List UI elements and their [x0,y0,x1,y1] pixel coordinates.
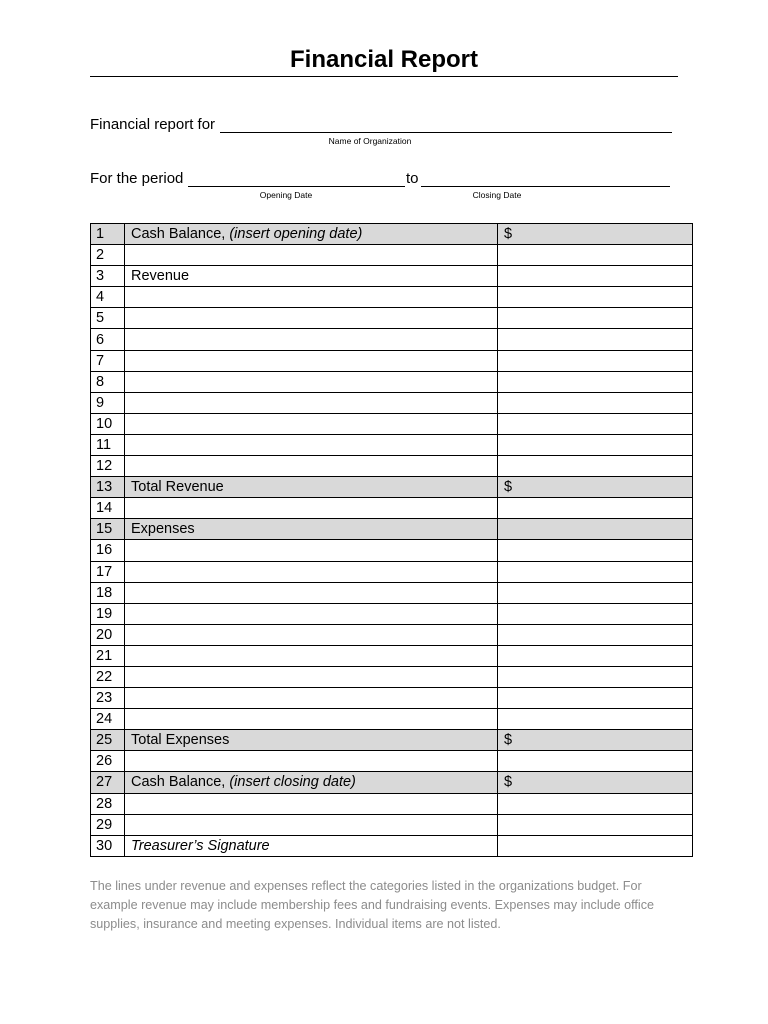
row-description: Cash Balance, [131,226,226,243]
row-number: 2 [91,245,125,266]
table-row [91,666,693,687]
row-description-cell[interactable] [125,814,498,835]
row-description-cell[interactable] [125,772,498,793]
row-description-italic: (insert opening date) [225,226,363,243]
row-amount-cell[interactable] [498,434,693,455]
row-amount-cell[interactable] [498,751,693,772]
row-amount-cell[interactable] [498,540,693,561]
row-amount-cell[interactable] [498,498,693,519]
row-description-cell[interactable] [125,371,498,392]
opening-date-caption: Opening Date [259,190,313,200]
table-row [91,308,693,329]
row-amount-cell[interactable] [498,603,693,624]
row-description-cell[interactable] [125,392,498,413]
row-amount-cell[interactable] [498,582,693,603]
table-row [91,329,693,350]
table-row [91,287,693,308]
table-row [91,224,693,245]
row-number: 13 [91,477,125,498]
table-row [91,392,693,413]
title-rule [90,76,678,77]
row-amount-cell[interactable] [498,624,693,645]
row-description: Cash Balance, [131,774,226,791]
row-amount-cell[interactable] [498,329,693,350]
row-number: 5 [91,308,125,329]
row-number: 6 [91,329,125,350]
row-description-cell[interactable] [125,350,498,371]
row-description-cell[interactable] [125,688,498,709]
row-number: 23 [91,688,125,709]
row-amount-cell[interactable] [498,793,693,814]
row-amount-cell[interactable] [498,835,693,856]
row-amount-cell[interactable] [498,392,693,413]
table-row [91,456,693,477]
row-amount-cell[interactable] [498,561,693,582]
table-row [91,709,693,730]
row-number: 1 [91,224,125,245]
financial-report-table [90,223,693,857]
row-description: Total Expenses [131,732,230,749]
table-row [91,498,693,519]
row-amount: $ [504,479,513,496]
row-number: 17 [91,561,125,582]
row-amount-cell[interactable] [498,413,693,434]
report-table-body [91,224,693,857]
row-description-cell[interactable] [125,582,498,603]
row-description-cell[interactable] [125,308,498,329]
row-number: 11 [91,434,125,455]
row-number: 14 [91,498,125,519]
page-title: Financial Report [289,46,479,73]
table-row [91,266,693,287]
table-row [91,477,693,498]
row-number: 19 [91,603,125,624]
row-amount-cell[interactable] [498,456,693,477]
row-amount-cell[interactable] [498,308,693,329]
row-description: Revenue [131,268,190,285]
row-description-cell[interactable] [125,329,498,350]
table-row [91,434,693,455]
row-description-cell[interactable] [125,603,498,624]
row-amount-cell[interactable] [498,266,693,287]
row-number: 20 [91,624,125,645]
row-amount-cell[interactable] [498,224,693,245]
table-row [91,519,693,540]
table-row [91,624,693,645]
row-number: 24 [91,709,125,730]
row-amount-cell[interactable] [498,371,693,392]
row-number: 18 [91,582,125,603]
row-number: 29 [91,814,125,835]
org-field-label: Financial report for [90,116,216,133]
row-amount: $ [504,226,513,243]
table-row [91,350,693,371]
row-description-cell[interactable] [125,751,498,772]
row-amount-cell[interactable] [498,772,693,793]
row-description-cell[interactable] [125,835,498,856]
row-description-cell[interactable] [125,561,498,582]
row-description-cell[interactable] [125,540,498,561]
row-amount-cell[interactable] [498,645,693,666]
row-amount-cell[interactable] [498,709,693,730]
table-row [91,582,693,603]
row-number: 4 [91,287,125,308]
table-row [91,561,693,582]
row-number: 28 [91,793,125,814]
row-description-cell[interactable] [125,666,498,687]
closing-date-blank[interactable] [421,186,670,187]
row-amount-cell[interactable] [498,287,693,308]
row-description-cell[interactable] [125,793,498,814]
row-number: 22 [91,666,125,687]
row-amount: $ [504,774,513,791]
row-description-cell[interactable] [125,413,498,434]
table-row [91,835,693,856]
row-number: 15 [91,519,125,540]
row-amount: $ [504,732,513,749]
row-description-cell[interactable] [125,709,498,730]
row-amount-cell[interactable] [498,350,693,371]
row-amount-cell[interactable] [498,666,693,687]
row-amount-cell[interactable] [498,477,693,498]
table-row [91,645,693,666]
table-row [91,793,693,814]
table-row [91,603,693,624]
org-name-blank[interactable] [220,132,672,133]
explanatory-note: The lines under revenue and expenses reflect the categories listed in the organizations budget. For example revenue may include membership fees and fundraising events. Expenses may include office supplies, insurance and meeting expenses. Individual items are not listed. [90,879,655,931]
opening-date-blank[interactable] [188,186,405,187]
row-amount-cell[interactable] [498,730,693,751]
row-amount-cell[interactable] [498,814,693,835]
row-description-cell[interactable] [125,224,498,245]
table-row [91,751,693,772]
row-number: 30 [91,835,125,856]
row-number: 12 [91,456,125,477]
row-description-cell[interactable] [125,498,498,519]
row-number: 7 [91,350,125,371]
row-description-italic: Treasurer’s Signature [131,837,270,854]
row-description-cell[interactable] [125,477,498,498]
table-row [91,371,693,392]
row-amount-cell[interactable] [498,688,693,709]
table-row [91,772,693,793]
period-field-label: For the period [90,170,184,187]
row-description: Total Revenue [131,479,224,496]
row-number: 8 [91,371,125,392]
row-number: 25 [91,730,125,751]
row-description: Expenses [131,521,195,538]
table-row [91,413,693,434]
table-row [91,540,693,561]
row-number: 9 [91,392,125,413]
row-description-cell[interactable] [125,645,498,666]
row-number: 3 [91,266,125,287]
period-connector: to [406,170,419,187]
row-description-cell[interactable] [125,519,498,540]
row-amount-cell[interactable] [498,519,693,540]
table-row [91,245,693,266]
row-description-italic: (insert closing date) [225,774,356,791]
row-number: 16 [91,540,125,561]
row-description-cell[interactable] [125,624,498,645]
table-row [91,730,693,751]
row-description-cell[interactable] [125,434,498,455]
closing-date-caption: Closing Date [472,190,522,200]
row-number: 27 [91,772,125,793]
row-description-cell[interactable] [125,245,498,266]
row-number: 10 [91,413,125,434]
row-number: 21 [91,645,125,666]
row-description-cell[interactable] [125,287,498,308]
org-name-caption: Name of Organization [328,136,412,146]
table-row [91,814,693,835]
row-number: 26 [91,751,125,772]
row-amount-cell[interactable] [498,245,693,266]
row-description-cell[interactable] [125,456,498,477]
table-row [91,688,693,709]
row-description-cell[interactable] [125,266,498,287]
row-description-cell[interactable] [125,730,498,751]
